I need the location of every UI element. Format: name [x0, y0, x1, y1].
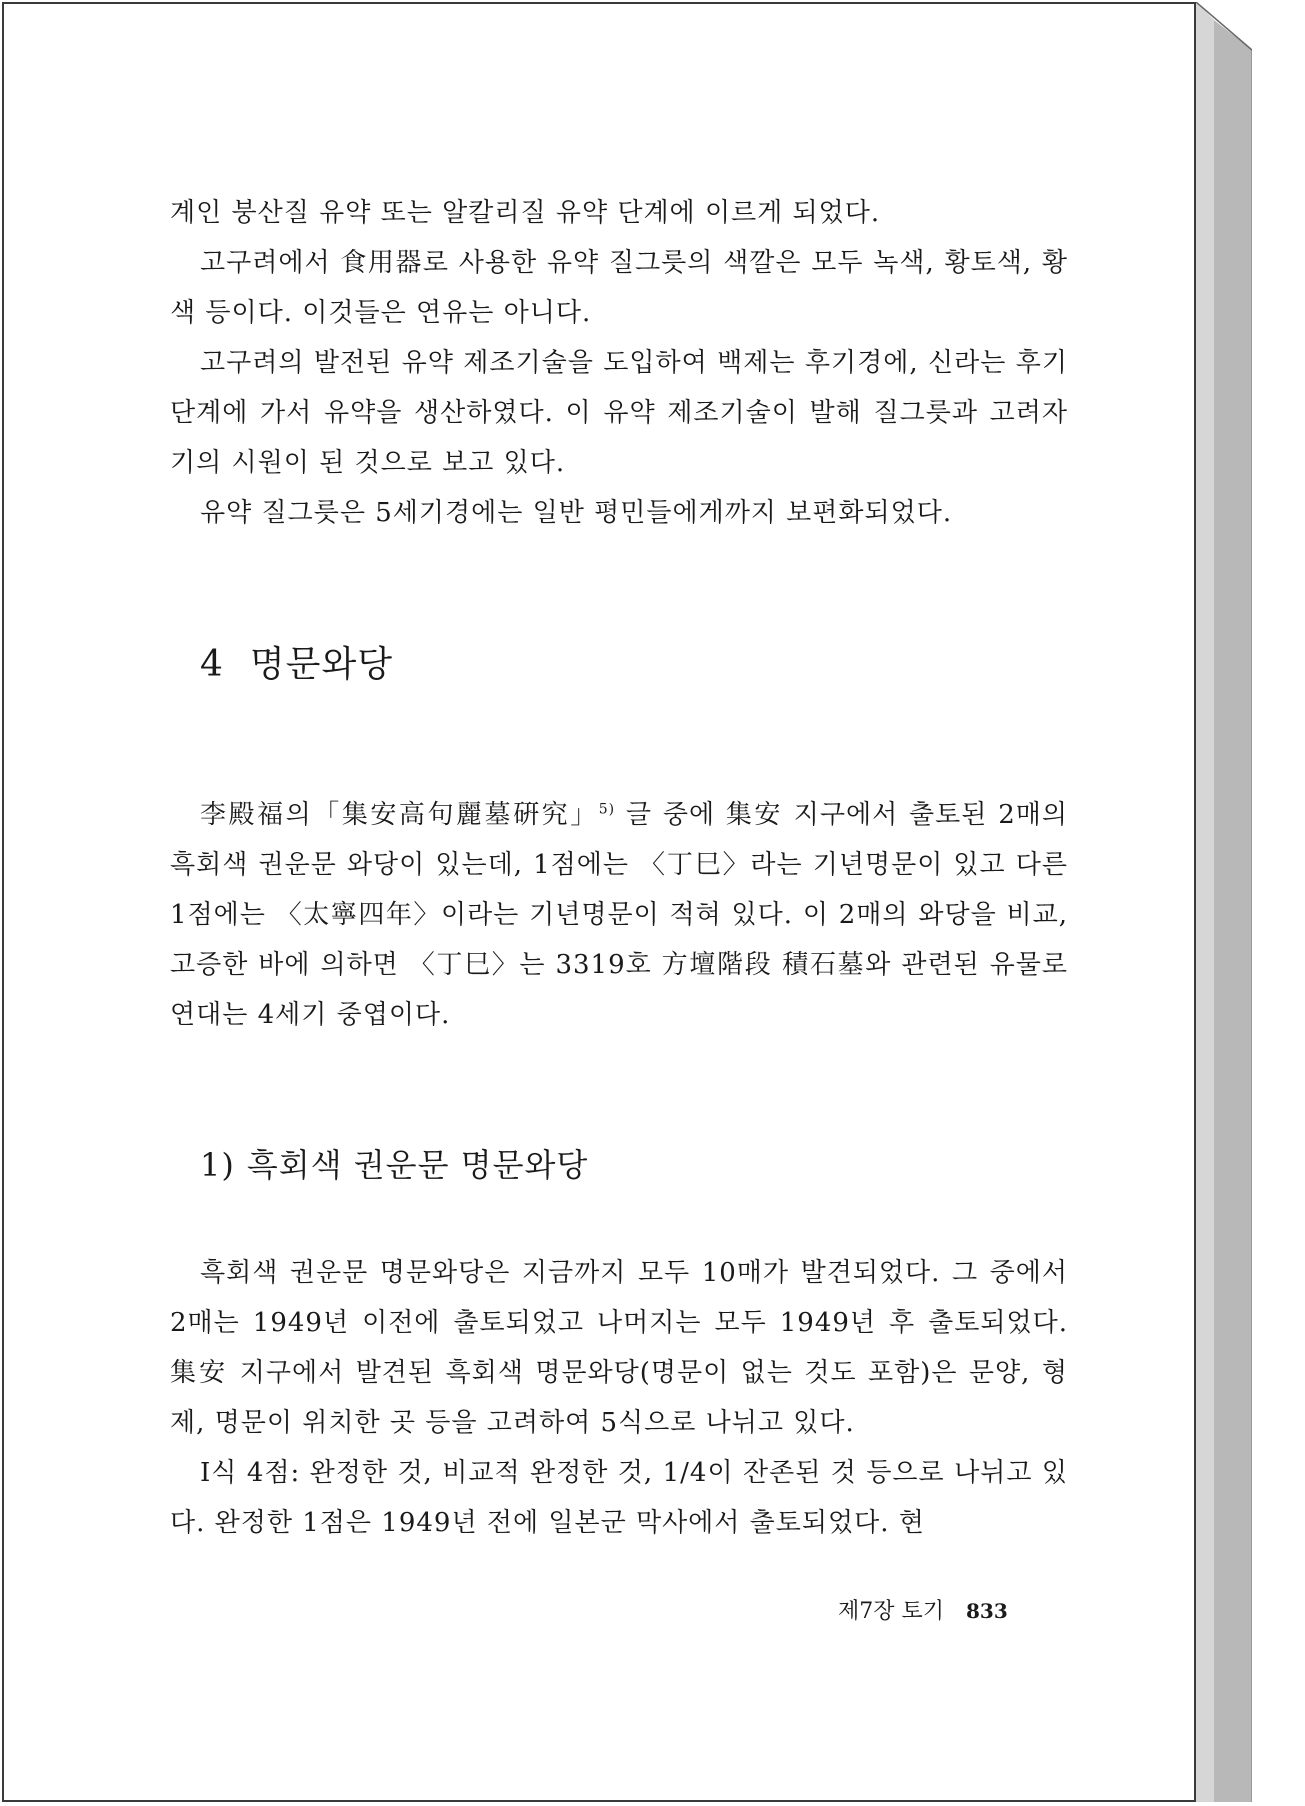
section-paragraphs: [170, 790, 1068, 1040]
intro-paragraphs: [170, 188, 1068, 538]
subsection-heading: [200, 1140, 588, 1190]
subsection-number: 1): [200, 1146, 235, 1184]
subsection-paragraphs: [170, 1248, 1068, 1548]
paragraph: 유약 질그릇은 5세기경에는 일반 평민들에게까지 보편화되었다.: [200, 498, 953, 528]
section-number: 4: [200, 644, 224, 685]
section-heading: [200, 640, 393, 690]
paragraph: [170, 790, 1068, 1040]
paragraph: I식 4점: 완정한 것, 비교적 완정한 것, 1/4이 잔존된 것 등으로 나뉘고 있다. 완정한 1점은 1949년 전에 일본군 막사에서 출토되었다. 현: [170, 1458, 1068, 1538]
subsection-title: 흑회색 권운문 명문와당: [246, 1146, 589, 1184]
footnote-ref: 5): [598, 801, 616, 818]
page-footer: [838, 1596, 1008, 1627]
chapter-label: 제7장 토기: [838, 1599, 944, 1624]
section-title: 명문와당: [249, 644, 394, 685]
paragraph: 계인 붕산질 유약 또는 알칼리질 유약 단계에 이르게 되었다.: [170, 198, 881, 228]
text-span: 李殿福의「集安高句麗墓硏究」: [200, 800, 599, 830]
paragraph: 고구려에서 食用器로 사용한 유약 질그릇의 색깔은 모두 녹색, 황토색, 황색 등이다. 이것들은 연유는 아니다.: [170, 248, 1068, 328]
paragraph: 흑회색 권운문 명문와당은 지금까지 모두 10매가 발견되었다. 그 중에서 2매는 1949년 이전에 출토되었고 나머지는 모두 1949년 후 출토되었다. 集安 지구에서 발견된 흑회색 명문와당(명문이 없는 것도 포함)은 문양, 형제, 명문이 위치한 곳 등을 고려하여 5식으로 나뉘고 있다.: [170, 1258, 1068, 1438]
page-number: 833: [966, 1599, 1008, 1623]
text-span: 글 중에 集安 지구에서 출토된 2매의 흑회색 권운문 와당이 있는데, 1점에는 〈丁巳〉라는 기년명문이 있고 다른 1점에는 〈太寧四年〉이라는 기년명문이 적혀 있다. 이 2매의 와당을 비교, 고증한 바에 의하면 〈丁巳〉는 3319호 方壇階段 積石墓와 관련된 유물로 연대는 4세기 중엽이다.: [170, 800, 1068, 1030]
page-edge: [1196, 2, 1252, 1802]
paragraph: 고구려의 발전된 유약 제조기술을 도입하여 백제는 후기경에, 신라는 후기 단계에 가서 유약을 생산하였다. 이 유약 제조기술이 발해 질그릇과 고려자기의 시원이 된 것으로 보고 있다.: [170, 348, 1068, 478]
